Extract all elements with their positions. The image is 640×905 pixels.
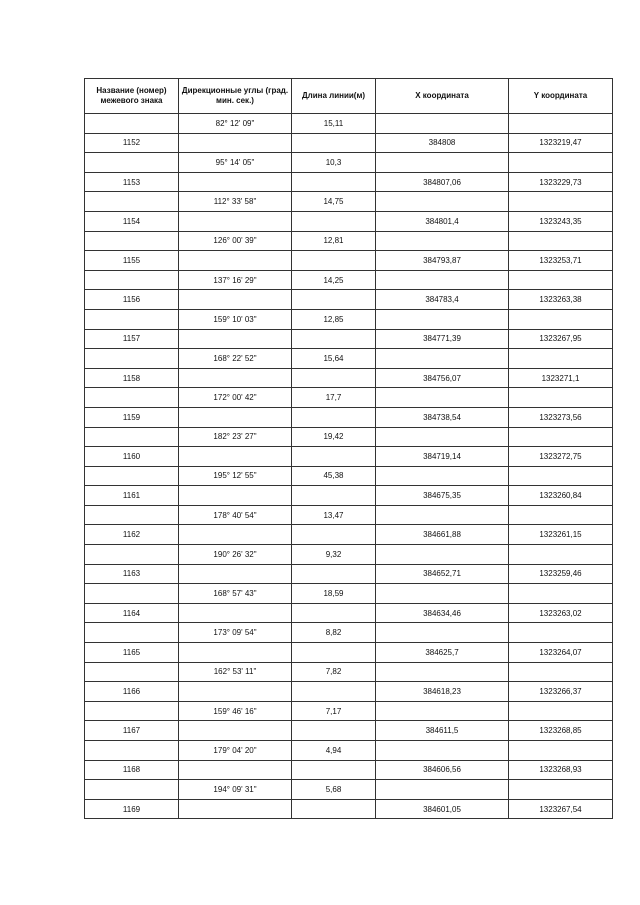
point-y-coordinate: 1323229,73 bbox=[509, 172, 613, 192]
point-y-coordinate: 1323243,35 bbox=[509, 211, 613, 231]
point-name: 1163 bbox=[85, 564, 179, 584]
point-name: 1166 bbox=[85, 682, 179, 702]
segment-direction-angle: 172° 00' 42" bbox=[179, 388, 292, 408]
segment-line-length: 5,68 bbox=[292, 780, 376, 800]
header-point-name: Название (номер) межевого знака bbox=[85, 79, 179, 114]
point-y-coordinate: 1323263,02 bbox=[509, 603, 613, 623]
segment-empty-name bbox=[85, 114, 179, 134]
point-y-coordinate: 1323260,84 bbox=[509, 486, 613, 506]
point-empty-length bbox=[292, 564, 376, 584]
segment-empty-name bbox=[85, 780, 179, 800]
segment-line-length: 7,82 bbox=[292, 662, 376, 682]
point-name: 1162 bbox=[85, 525, 179, 545]
point-y-coordinate: 1323268,93 bbox=[509, 760, 613, 780]
segment-line-length: 14,75 bbox=[292, 192, 376, 212]
point-x-coordinate: 384675,35 bbox=[376, 486, 509, 506]
segment-empty-x bbox=[376, 231, 509, 251]
table-row-point bbox=[85, 368, 613, 388]
table-row-point bbox=[85, 564, 613, 584]
table-row-segment bbox=[85, 114, 613, 134]
point-empty-length bbox=[292, 525, 376, 545]
segment-direction-angle: 168° 22' 52" bbox=[179, 349, 292, 369]
segment-empty-x bbox=[376, 466, 509, 486]
segment-empty-x bbox=[376, 388, 509, 408]
point-name: 1165 bbox=[85, 643, 179, 663]
point-name: 1155 bbox=[85, 251, 179, 271]
point-empty-angle bbox=[179, 525, 292, 545]
point-empty-angle bbox=[179, 721, 292, 741]
table-row-point bbox=[85, 211, 613, 231]
point-name: 1153 bbox=[85, 172, 179, 192]
segment-empty-x bbox=[376, 505, 509, 525]
point-y-coordinate: 1323267,54 bbox=[509, 799, 613, 819]
segment-empty-x bbox=[376, 427, 509, 447]
segment-empty-y bbox=[509, 388, 613, 408]
point-y-coordinate: 1323268,85 bbox=[509, 721, 613, 741]
table-row-segment bbox=[85, 349, 613, 369]
table-row-segment bbox=[85, 231, 613, 251]
table-row-segment bbox=[85, 505, 613, 525]
segment-empty-y bbox=[509, 427, 613, 447]
table-row-point bbox=[85, 172, 613, 192]
point-y-coordinate: 1323253,71 bbox=[509, 251, 613, 271]
point-y-coordinate: 1323272,75 bbox=[509, 447, 613, 467]
segment-line-length: 13,47 bbox=[292, 505, 376, 525]
point-empty-length bbox=[292, 643, 376, 663]
boundary-coordinates-table bbox=[84, 78, 613, 819]
segment-line-length: 8,82 bbox=[292, 623, 376, 643]
point-empty-length bbox=[292, 799, 376, 819]
point-y-coordinate: 1323264,07 bbox=[509, 643, 613, 663]
point-name: 1154 bbox=[85, 211, 179, 231]
point-x-coordinate: 384783,4 bbox=[376, 290, 509, 310]
segment-empty-x bbox=[376, 584, 509, 604]
segment-line-length: 4,94 bbox=[292, 741, 376, 761]
segment-line-length: 10,3 bbox=[292, 153, 376, 173]
point-y-coordinate: 1323273,56 bbox=[509, 407, 613, 427]
segment-empty-x bbox=[376, 623, 509, 643]
point-empty-length bbox=[292, 329, 376, 349]
segment-line-length: 12,81 bbox=[292, 231, 376, 251]
point-y-coordinate: 1323259,46 bbox=[509, 564, 613, 584]
point-empty-angle bbox=[179, 447, 292, 467]
table-row-segment bbox=[85, 309, 613, 329]
segment-empty-y bbox=[509, 662, 613, 682]
segment-line-length: 14,25 bbox=[292, 270, 376, 290]
point-empty-length bbox=[292, 760, 376, 780]
segment-empty-name bbox=[85, 623, 179, 643]
point-name: 1159 bbox=[85, 407, 179, 427]
point-empty-length bbox=[292, 447, 376, 467]
segment-direction-angle: 126° 00' 39" bbox=[179, 231, 292, 251]
segment-direction-angle: 179° 04' 20" bbox=[179, 741, 292, 761]
point-empty-length bbox=[292, 721, 376, 741]
point-x-coordinate: 384652,71 bbox=[376, 564, 509, 584]
point-empty-length bbox=[292, 486, 376, 506]
point-name: 1167 bbox=[85, 721, 179, 741]
point-x-coordinate: 384625,7 bbox=[376, 643, 509, 663]
point-empty-length bbox=[292, 251, 376, 271]
table-row-point bbox=[85, 329, 613, 349]
segment-direction-angle: 182° 23' 27" bbox=[179, 427, 292, 447]
table-row-segment bbox=[85, 662, 613, 682]
point-empty-length bbox=[292, 407, 376, 427]
table-body bbox=[85, 114, 613, 819]
point-empty-length bbox=[292, 133, 376, 153]
segment-empty-name bbox=[85, 231, 179, 251]
point-x-coordinate: 384793,87 bbox=[376, 251, 509, 271]
segment-direction-angle: 159° 10' 03" bbox=[179, 309, 292, 329]
table-row-point bbox=[85, 133, 613, 153]
segment-direction-angle: 194° 09' 31" bbox=[179, 780, 292, 800]
point-y-coordinate: 1323266,37 bbox=[509, 682, 613, 702]
point-name: 1157 bbox=[85, 329, 179, 349]
point-y-coordinate: 1323219,47 bbox=[509, 133, 613, 153]
point-x-coordinate: 384661,88 bbox=[376, 525, 509, 545]
point-empty-length bbox=[292, 211, 376, 231]
table-row-point bbox=[85, 525, 613, 545]
segment-empty-x bbox=[376, 270, 509, 290]
segment-empty-name bbox=[85, 427, 179, 447]
point-name: 1152 bbox=[85, 133, 179, 153]
point-empty-angle bbox=[179, 603, 292, 623]
point-empty-angle bbox=[179, 172, 292, 192]
point-empty-angle bbox=[179, 368, 292, 388]
segment-direction-angle: 168° 57' 43" bbox=[179, 584, 292, 604]
segment-empty-x bbox=[376, 701, 509, 721]
segment-empty-y bbox=[509, 270, 613, 290]
point-empty-angle bbox=[179, 211, 292, 231]
table-row-segment bbox=[85, 153, 613, 173]
segment-empty-y bbox=[509, 153, 613, 173]
segment-empty-name bbox=[85, 192, 179, 212]
segment-empty-x bbox=[376, 780, 509, 800]
table-row-segment bbox=[85, 701, 613, 721]
table-row-segment bbox=[85, 780, 613, 800]
table-row-point bbox=[85, 643, 613, 663]
point-x-coordinate: 384771,39 bbox=[376, 329, 509, 349]
point-empty-angle bbox=[179, 486, 292, 506]
segment-direction-angle: 159° 46' 16" bbox=[179, 701, 292, 721]
table-row-point bbox=[85, 290, 613, 310]
segment-direction-angle: 173° 09' 54" bbox=[179, 623, 292, 643]
point-empty-length bbox=[292, 603, 376, 623]
table-row-point bbox=[85, 682, 613, 702]
point-x-coordinate: 384634,46 bbox=[376, 603, 509, 623]
point-empty-length bbox=[292, 368, 376, 388]
point-x-coordinate: 384808 bbox=[376, 133, 509, 153]
point-x-coordinate: 384601,05 bbox=[376, 799, 509, 819]
table-row-point bbox=[85, 486, 613, 506]
point-empty-angle bbox=[179, 329, 292, 349]
segment-direction-angle: 95° 14' 05" bbox=[179, 153, 292, 173]
segment-empty-x bbox=[376, 545, 509, 565]
table-row-segment bbox=[85, 388, 613, 408]
table-row-segment bbox=[85, 466, 613, 486]
point-name: 1169 bbox=[85, 799, 179, 819]
segment-empty-x bbox=[376, 741, 509, 761]
segment-empty-name bbox=[85, 309, 179, 329]
segment-empty-y bbox=[509, 192, 613, 212]
table-row-point bbox=[85, 251, 613, 271]
table-row-point bbox=[85, 760, 613, 780]
point-empty-angle bbox=[179, 643, 292, 663]
table-row-point bbox=[85, 799, 613, 819]
point-empty-angle bbox=[179, 799, 292, 819]
segment-line-length: 9,32 bbox=[292, 545, 376, 565]
segment-line-length: 7,17 bbox=[292, 701, 376, 721]
table-row-segment bbox=[85, 623, 613, 643]
segment-line-length: 45,38 bbox=[292, 466, 376, 486]
point-name: 1156 bbox=[85, 290, 179, 310]
segment-line-length: 18,59 bbox=[292, 584, 376, 604]
segment-empty-name bbox=[85, 701, 179, 721]
table-row-point bbox=[85, 407, 613, 427]
segment-direction-angle: 190° 26' 32" bbox=[179, 545, 292, 565]
segment-empty-y bbox=[509, 114, 613, 134]
header-x-coordinate: X координата bbox=[376, 79, 509, 114]
point-name: 1168 bbox=[85, 760, 179, 780]
header-direction-angle: Дирекционные углы (град. мин. сек.) bbox=[179, 79, 292, 114]
header-line-length: Длина линии(м) bbox=[292, 79, 376, 114]
segment-empty-x bbox=[376, 192, 509, 212]
segment-empty-y bbox=[509, 505, 613, 525]
point-y-coordinate: 1323261,15 bbox=[509, 525, 613, 545]
point-x-coordinate: 384756,07 bbox=[376, 368, 509, 388]
point-empty-angle bbox=[179, 290, 292, 310]
point-name: 1164 bbox=[85, 603, 179, 623]
point-x-coordinate: 384618,23 bbox=[376, 682, 509, 702]
segment-empty-x bbox=[376, 153, 509, 173]
point-empty-length bbox=[292, 290, 376, 310]
table-row-point bbox=[85, 721, 613, 741]
point-y-coordinate: 1323267,95 bbox=[509, 329, 613, 349]
table-row-segment bbox=[85, 741, 613, 761]
table-row-segment bbox=[85, 584, 613, 604]
table-row-segment bbox=[85, 427, 613, 447]
point-empty-angle bbox=[179, 407, 292, 427]
segment-empty-y bbox=[509, 741, 613, 761]
point-x-coordinate: 384738,54 bbox=[376, 407, 509, 427]
segment-empty-y bbox=[509, 231, 613, 251]
segment-direction-angle: 162° 53' 11" bbox=[179, 662, 292, 682]
segment-direction-angle: 178° 40' 54" bbox=[179, 505, 292, 525]
segment-empty-y bbox=[509, 701, 613, 721]
point-empty-angle bbox=[179, 564, 292, 584]
segment-empty-y bbox=[509, 466, 613, 486]
segment-direction-angle: 82° 12' 09" bbox=[179, 114, 292, 134]
segment-line-length: 15,64 bbox=[292, 349, 376, 369]
point-x-coordinate: 384606,56 bbox=[376, 760, 509, 780]
segment-direction-angle: 195° 12' 55" bbox=[179, 466, 292, 486]
segment-line-length: 15,11 bbox=[292, 114, 376, 134]
segment-empty-name bbox=[85, 741, 179, 761]
segment-empty-name bbox=[85, 466, 179, 486]
segment-empty-name bbox=[85, 349, 179, 369]
segment-empty-y bbox=[509, 349, 613, 369]
table-row-point bbox=[85, 447, 613, 467]
segment-empty-name bbox=[85, 662, 179, 682]
point-empty-angle bbox=[179, 251, 292, 271]
segment-empty-name bbox=[85, 505, 179, 525]
header-y-coordinate: Y координата bbox=[509, 79, 613, 114]
segment-empty-name bbox=[85, 270, 179, 290]
segment-direction-angle: 112° 33' 58" bbox=[179, 192, 292, 212]
table-header-row bbox=[85, 79, 613, 114]
point-name: 1160 bbox=[85, 447, 179, 467]
segment-line-length: 19,42 bbox=[292, 427, 376, 447]
segment-empty-y bbox=[509, 623, 613, 643]
point-empty-length bbox=[292, 172, 376, 192]
table-row-segment bbox=[85, 192, 613, 212]
point-name: 1158 bbox=[85, 368, 179, 388]
segment-empty-x bbox=[376, 349, 509, 369]
point-empty-angle bbox=[179, 760, 292, 780]
table-row-segment bbox=[85, 545, 613, 565]
table-row-point bbox=[85, 603, 613, 623]
point-empty-angle bbox=[179, 133, 292, 153]
table-row-segment bbox=[85, 270, 613, 290]
segment-empty-y bbox=[509, 584, 613, 604]
segment-empty-name bbox=[85, 584, 179, 604]
point-name: 1161 bbox=[85, 486, 179, 506]
point-x-coordinate: 384807,06 bbox=[376, 172, 509, 192]
segment-empty-x bbox=[376, 309, 509, 329]
segment-line-length: 12,85 bbox=[292, 309, 376, 329]
segment-line-length: 17,7 bbox=[292, 388, 376, 408]
point-empty-angle bbox=[179, 682, 292, 702]
point-x-coordinate: 384801,4 bbox=[376, 211, 509, 231]
segment-empty-y bbox=[509, 309, 613, 329]
segment-empty-y bbox=[509, 545, 613, 565]
point-empty-length bbox=[292, 682, 376, 702]
segment-empty-y bbox=[509, 780, 613, 800]
segment-empty-name bbox=[85, 153, 179, 173]
point-y-coordinate: 1323271,1 bbox=[509, 368, 613, 388]
segment-empty-name bbox=[85, 545, 179, 565]
point-y-coordinate: 1323263,38 bbox=[509, 290, 613, 310]
segment-empty-name bbox=[85, 388, 179, 408]
segment-empty-x bbox=[376, 662, 509, 682]
segment-empty-x bbox=[376, 114, 509, 134]
point-x-coordinate: 384719,14 bbox=[376, 447, 509, 467]
point-x-coordinate: 384611,5 bbox=[376, 721, 509, 741]
segment-direction-angle: 137° 16' 29" bbox=[179, 270, 292, 290]
